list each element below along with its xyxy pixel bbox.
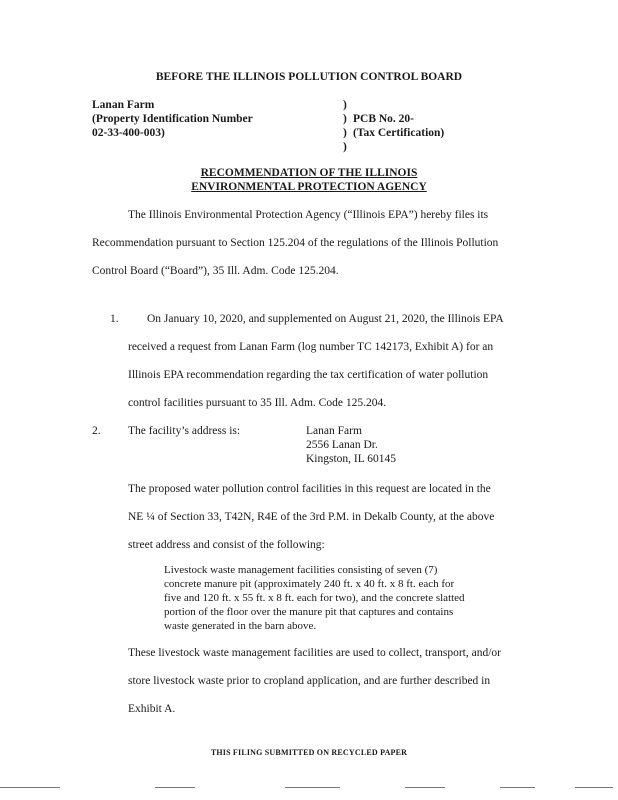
caption-paren: ) [343, 113, 347, 125]
facility-description-line: portion of the floor over the manure pit that captures and contains [164, 606, 454, 618]
item1-line: control facilities pursuant to 35 Ill. Adm. Code 125.204. [128, 397, 387, 409]
item2-line: NE ¼ of Section 33, T42N, R4E of the 3rd P.M. in Dekalb County, at the above [128, 511, 495, 523]
facility-description-line: waste generated in the barn above. [164, 620, 317, 632]
scan-artifact-line [500, 787, 535, 788]
recycled-paper-footer: THIS FILING SUBMITTED ON RECYCLED PAPER [210, 748, 408, 757]
caption-left-line: (Property Identification Number [92, 113, 253, 125]
address-line: 2556 Lanan Dr. [306, 439, 378, 451]
facility-description-line: five and 120 ft. x 55 ft. x 8 ft. each for two), and the concrete slatted [164, 592, 465, 604]
caption-left-line: Lanan Farm [92, 99, 155, 111]
item2-line: The proposed water pollution control facilities in this request are located in the [128, 483, 491, 495]
scan-artifact-line [0, 787, 60, 788]
item2-closing-line: store livestock waste prior to cropland application, and are further described in [128, 675, 491, 687]
caption-paren: ) [343, 127, 347, 139]
document-heading: BEFORE THE ILLINOIS POLLUTION CONTROL BOARD [155, 71, 463, 83]
recommendation-title-line: RECOMMENDATION OF THE ILLINOIS [200, 167, 418, 179]
facility-description-line: Livestock waste management facilities consisting of seven (7) [164, 564, 438, 576]
item2-closing-line: Exhibit A. [128, 703, 176, 715]
scan-artifact-line [575, 787, 613, 788]
item2-closing-line: These livestock waste management facilities are used to collect, transport, and/or [128, 647, 501, 659]
recommendation-title-line: ENVIRONMENTAL PROTECTION AGENCY [191, 181, 427, 193]
intro-line: The Illinois Environmental Protection Agency (“Illinois EPA”) hereby files its [128, 209, 489, 221]
item1-line: Illinois EPA recommendation regarding the tax certification of water pollution [128, 369, 489, 381]
item1-line: received a request from Lanan Farm (log number TC 142173, Exhibit A) for an [128, 341, 494, 353]
caption-left-line: 02-33-400-003) [92, 127, 165, 139]
address-label: The facility’s address is: [128, 425, 241, 437]
scan-artifact-line [285, 787, 340, 788]
address-line: Kingston, IL 60145 [306, 453, 396, 465]
scan-artifact-line [155, 787, 195, 788]
item-number: 2. [92, 425, 101, 437]
case-number: PCB No. 20- [353, 113, 415, 125]
item-number: 1. [110, 313, 119, 325]
address-line: Lanan Farm [306, 425, 362, 437]
scan-artifact-line [405, 787, 445, 788]
facility-description-line: concrete manure pit (approximately 240 ft. x 40 ft. x 8 ft. each for [164, 578, 455, 590]
intro-line: Control Board (“Board”), 35 Ill. Adm. Code 125.204. [92, 265, 339, 277]
case-type: (Tax Certification) [353, 127, 445, 139]
caption-paren: ) [343, 141, 347, 153]
item1-line: On January 10, 2020, and supplemented on August 21, 2020, the Illinois EPA [147, 313, 504, 325]
intro-line: Recommendation pursuant to Section 125.204 of the regulations of the Illinois Pollution [92, 237, 499, 249]
caption-paren: ) [343, 99, 347, 111]
item2-line: street address and consist of the following: [128, 539, 325, 551]
